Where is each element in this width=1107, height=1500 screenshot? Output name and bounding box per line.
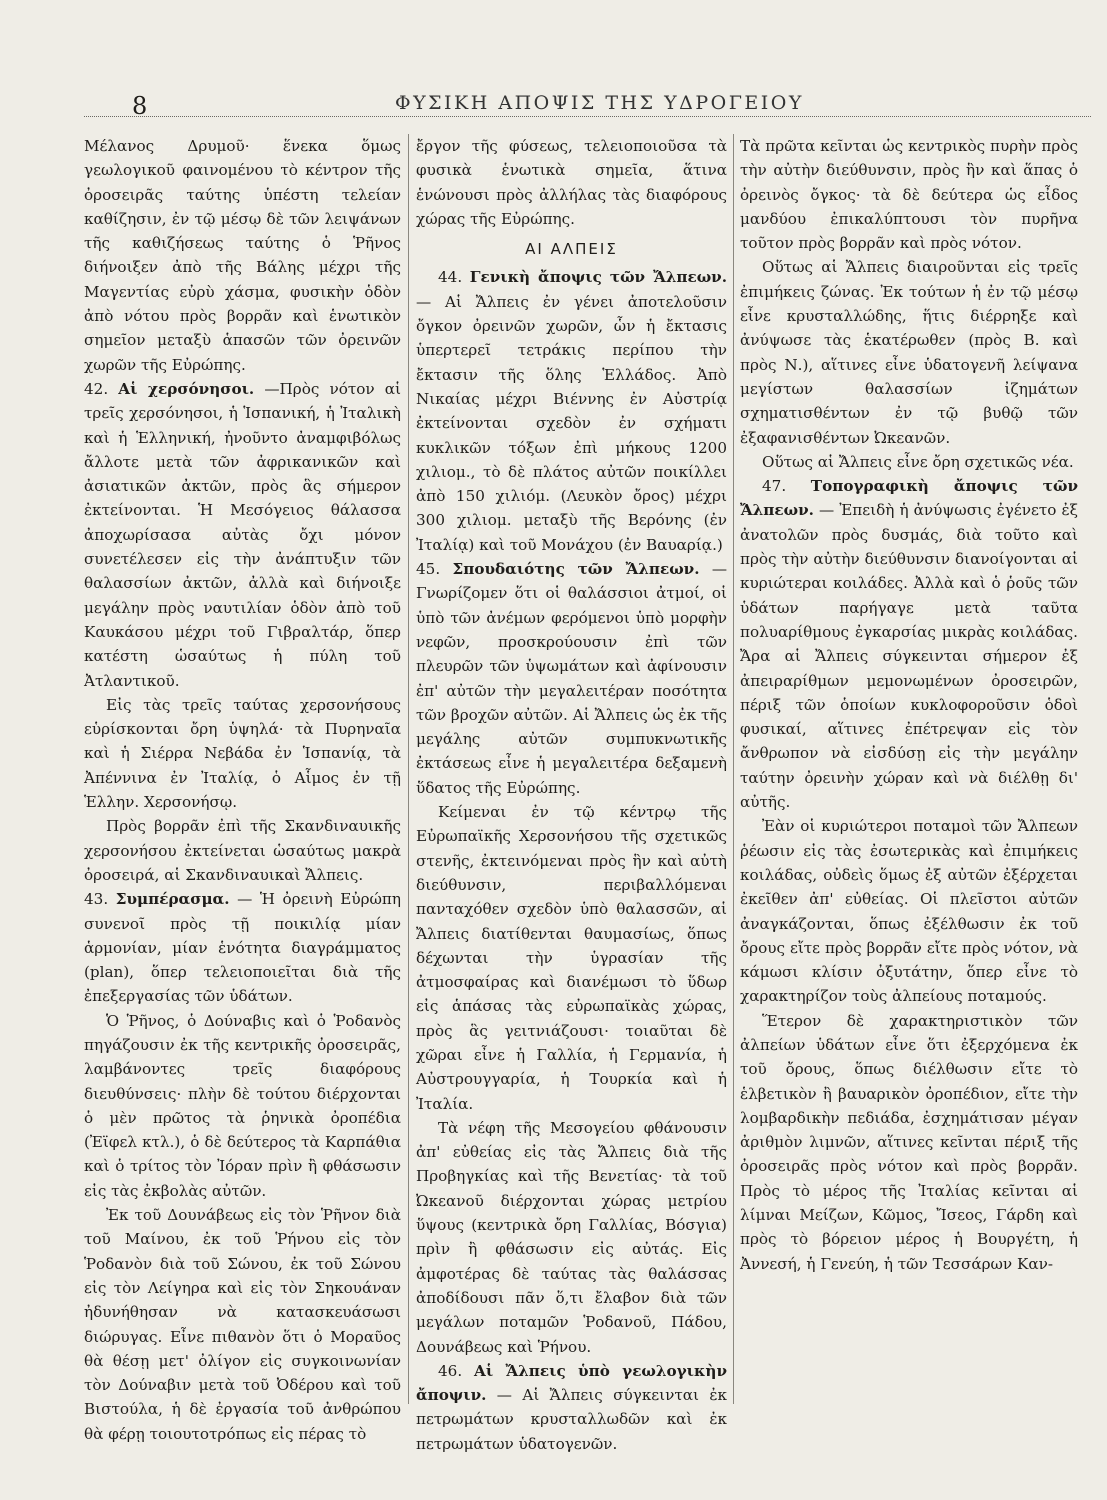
section-47 [740,474,1078,814]
section-text: — Αἱ Ἄλπεις σύγκεινται ἐκ πετρωμάτων κρυσταλλωδῶν καὶ ἐκ πετρωμάτων ὑδατογενῶν. [416,1386,728,1453]
paragraph: Ἐὰν οἱ κυριώτεροι ποταμοὶ τῶν Ἄλπεων ῥέωσιν εἰς τὰς ἐσωτερικὰς καὶ ἐπιμήκεις κοιλάδας, οὐδεὶς ὅμως ἐξ αὐτῶν ἐξέρχεται ἐκεῖθεν ἀπ' εὐθείας. Οἱ πλεῖστοι αὐτῶν ἀναγκάζονται, ὅπως ἐξέλθωσιν ἐκ τοῦ ὄρους εἴτε πρὸς βορρᾶν εἴτε πρὸς νότον, νὰ κάμωσι κλίσιν ὀξυτάτην, ὅπερ εἶνε τὸ χαρακτηρίζον τοὺς ἀλπείους ποταμούς. [740,817,1078,1006]
chapter-heading: ΑΙ ΑΛΠΕΙΣ [525,240,618,259]
text-column-2 [416,134,728,1453]
paragraph: Ἕτερον δὲ χαρακτηριστικὸν τῶν ἀλπείων ὑδάτων εἶνε ὅτι ἐξερχόμενα ἐκ τοῦ ὄρους, ὅπως διέλθωσιν εἴτε τὸ ἑλβετικὸν ἢ βαυαρικὸν ὀροπέδιον, εἴτε τὴν λομβαρδικὴν πεδιάδα, ἐσχημάτισαν μέγαν ἀριθμὸν λιμνῶν, αἵτινες κεῖνται πέριξ τῆς ὀροσειρᾶς πρὸς νότον καὶ πρὸς βορρᾶν. Πρὸς τὸ μέρος τῆς Ἰταλίας κεῖνται αἱ λίμναι Μείζων, Κῶμος, Ἴσεος, Γάρδη καὶ πρὸς τὸ βόρειον μέρος ἡ Βουργέτη, ἡ Ἀννεσή, ἡ Γενεύη, ἡ τῶν Τεσσάρων Καν- [740,1011,1078,1273]
section-number: 44. [438,268,463,287]
section-number: 45. [416,560,441,579]
paragraph: ἔργον τῆς φύσεως, τελειοποιοῦσα τὰ φυσικὰ ἑνωτικὰ σημεῖα, ἅτινα ἑνώνουσι πρὸς ἀλλήλας τὰς διαφόρους χώρας τῆς Εὐρώπης. [416,137,727,228]
section-text: — Ἐπειδὴ ἡ ἀνύψωσις ἐγένετο ἐξ ἀνατολῶν πρὸς δυσμάς, διὰ τοῦτο καὶ πρὸς τὴν αὐτὴν διεύθυνσιν διανοίγονται αἱ κυριώτεραι κοιλάδες. Ἀλλὰ καὶ ὁ ῥοῦς τῶν ὑδάτων παρήγαγε μετὰ ταῦτα πολυαρίθμους ἐγκαρσίας μικρὰς κοιλάδας. Ἄρα αἱ Ἄλπεις σύγκεινται σήμερον ἐξ ἀπειραρίθμων μεμονωμένων ὀροσειρῶν, πέριξ τῶν ὁποίων κυκλοφοροῦσιν ὁδοὶ φυσικαί, αἵτινες ἐπέτρεψαν εἰς τὸν ἄνθρωπον νὰ εἰσδύσῃ εἰς τὴν μεγάλην ταύτην ὀρεινὴν χώραν καὶ νὰ διέλθῃ δι' αὐτῆς. [740,501,1079,812]
paragraph: Κείμεναι ἐν τῷ κέντρῳ τῆς Εὐρωπαϊκῆς Χερσονήσου τῆς σχετικῶς στενῆς, ἐκτεινόμεναι πρὸς ἣν καὶ αὐτὴ διεύθυνσιν, περιβαλλόμεναι πανταχόθεν σχεδὸν ὑπὸ θαλασσῶν, αἱ Ἄλπεις διατίθενται θαυμασίως, ὅπως δέχωνται τὴν ὑγρασίαν τῆς ἀτμοσφαίρας καὶ διανέμωσι τὸ ὕδωρ εἰς ἁπάσας τὰς εὐρωπαϊκὰς χώρας, πρὸς ἃς γειτνιάζουσι· τοιαῦται δὲ χῶραι εἶνε ἡ Γαλλία, ἡ Γερμανία, ἡ Αὐστρουγγαρία, ἡ Τουρκία καὶ ἡ Ἰταλία. [416,803,727,1113]
paragraph: Ἐκ τοῦ Δουνάβεως εἰς τὸν Ῥῆνον διὰ τοῦ Μαίνου, ἐκ τοῦ Ῥήνου εἰς τὸν Ῥοδανὸν διὰ τοῦ Σώνου, ἐκ τοῦ Σώνου εἰς τὸν Λείγηρα καὶ εἰς τὸν Σηκουάναν ἠδυνήθησαν νὰ κατασκευάσωσι διώρυγας. Εἶνε πιθανὸν ὅτι ὁ Μοραῦος θὰ θέσῃ μετ' ὀλίγον εἰς συγκοινωνίαν τὸν Δούναβιν μετὰ τοῦ Ὀδέρου καὶ τοῦ Βιστούλα, ἡ δὲ ἐργασία τοῦ ἀνθρώπου θὰ φέρῃ τοιουτοτρόπως εἰς πέρας τὸ [84,1206,401,1443]
column-divider [408,134,409,1404]
section-heading: Αἱ χερσόνησοι. [118,379,255,398]
section-heading: Αἱ Ἄλπεις ὑπὸ γεωλογικὴν ἄποψιν. [416,1361,727,1405]
section-heading: Σπουδαιότης τῶν Ἄλπεων. [452,560,700,579]
paragraph: Ὁ Ῥῆνος, ὁ Δούναβις καὶ ὁ Ῥοδανὸς πηγάζουσιν ἐκ τῆς κεντρικῆς ὀροσειρᾶς, λαμβάνοντες τρεῖς διαφόρους διευθύνσεις· πλὴν δὲ τούτου διέρχονται ὁ μὲν πρῶτος τὰ ῥηνικὰ ὀροπέδια (Ἐϊφελ κτλ.), ὁ δὲ δεύτερος τὰ Καρπάθια καὶ ὁ τρίτος τὸν Ἰόραν πρὶν ἢ φθάσωσιν εἰς τὰς ἐκβολὰς αὐτῶν. [84,1011,401,1200]
section-42 [84,377,401,693]
section-heading: Συμπέρασμα. [115,890,230,909]
text-column-1 [84,134,402,1443]
page-number: 8 [132,92,148,120]
section-number: 43. [84,890,109,909]
section-number: 42. [84,379,109,398]
section-text: — Γνωρίζομεν ὅτι οἱ θαλάσσιοι ἀτμοί, οἱ ὑπὸ τῶν ἀνέμων φερόμενοι ὑπὸ μορφὴν νεφῶν, προσκρούουσιν ἐπὶ τῶν πλευρῶν τῶν ὑψωμάτων καὶ ἀφίνουσιν ἐπ' αὐτῶν τὴν μεγαλειτέραν ποσότητα τῶν βροχῶν αὐτῶν. Αἱ Ἄλπεις ὡς ἐκ τῆς μεγάλης αὐτῶν συμπυκνωτικῆς ἐκτάσεως εἶνε ἡ μεγαλειτέρα δεξαμενὴ ὕδατος τῆς Εὐρώπης. [416,560,728,797]
section-heading: Τοπογραφικὴ ἄποψις τῶν Ἄλπεων. [740,477,1078,520]
paragraph: Εἰς τὰς τρεῖς ταύτας χερσονήσους εὑρίσκονται ὄρη ὑψηλά· τὰ Πυρηναῖα καὶ ἡ Σιέρρα Νεβάδα ἐν Ἱσπανίᾳ, τὰ Ἀπέννινα ἐν Ἰταλίᾳ, ὁ Αἷμος ἐν τῇ Ἑλλην. Χερσονήσῳ. [84,695,401,812]
section-44 [416,265,727,557]
section-text: —Πρὸς νότον αἱ τρεῖς χερσόνησοι, ἡ Ἱσπανική, ἡ Ἰταλικὴ καὶ ἡ Ἑλληνική, ἠνοῦντο ἀναμφιβόλως ἄλλοτε μετὰ τῶν ἀφρικανικῶν καὶ ἀσιατικῶν ἀκτῶν, πρὸς ἃς σήμερον ἐκτείνονται. Ἡ Μεσόγειος θάλασσα ἀποχωρίσασα αὐτὰς ὄχι μόνον συνετέλεσεν εἰς τὴν ἀνάπτυξιν τῶν θαλασσίων ἀκτῶν, ἀλλὰ καὶ διήνοιξε μεγάλην πρὸς ναυτιλίαν ὁδὸν ἀπὸ τοῦ Καυκάσου μέχρι τοῦ Γιβραλτάρ, ὅπερ κατέστη ὡσαύτως ἡ πύλη τοῦ Ἀτλαντικοῦ. [84,379,402,690]
paragraph: Μέλανος Δρυμοῦ· ἕνεκα ὅμως γεωλογικοῦ φαινομένου τὸ κέντρον τῆς ὀροσειρᾶς ταύτης ὑπέστη τελείαν καθίζησιν, ἐν τῷ μέσῳ δὲ τῶν λειψάνων τῆς καθιζήσεως ταύτης ὁ Ῥῆνος διήνοιξεν ἀπὸ τῆς Βάλης μέχρι τῆς Μαγεντίας εὐρὺ χάσμα, φυσικὴν ὁδὸν ἀπὸ νότου πρὸς βορρᾶν καὶ ἑνωτικὸν σημεῖον μεταξὺ ἁπασῶν τῶν ὀρεινῶν χωρῶν τῆς Εὐρώπης. [84,137,401,374]
section-45 [416,557,727,800]
paragraph: Τὰ πρῶτα κεῖνται ὡς κεντρικὸς πυρὴν πρὸς τὴν αὐτὴν διεύθυνσιν, πρὸς ἣν καὶ ἅπας ὁ ὀρεινὸς ὄγκος· τὰ δὲ δεύτερα ὡς εἶδος μανδύου ἐπικαλύπτουσι τὸν πυρῆνα τοῦτον πρὸς βορρᾶν καὶ πρὸς νότον. [740,137,1078,253]
section-46 [416,1359,727,1456]
section-43 [84,887,401,1008]
section-number: 47. [762,477,787,496]
section-heading: Γενικὴ ἄποψις τῶν Ἄλπεων. [469,268,727,287]
text-column-3 [740,134,1078,1404]
header-rule [84,116,1091,117]
section-text: — Αἱ Ἄλπεις ἐν γένει ἀποτελοῦσιν ὄγκον ὀρεινῶν χωρῶν, ὧν ἡ ἔκτασις ὑπερτερεῖ τετράκις περίπου τὴν ἔκτασιν τῆς ὅλης Ἑλλάδος. Ἀπὸ Νικαίας μέχρι Βιέννης ἐν Αὐστρίᾳ ἐκτείνονται σχεδὸν ἐν σχήματι κυκλικῶν τόξων ἐπὶ μήκους 1200 χιλιομ., τὸ δὲ πλάτος αὐτῶν ποικίλλει ἀπὸ 150 χιλιόμ. (Λευκὸν ὄρος) μέχρι 300 χιλιομ. μεταξὺ τῆς Βερόνης (ἐν Ἰταλίᾳ) καὶ τοῦ Μονάχου (ἐν Βαυαρίᾳ.) [416,292,727,554]
paragraph: Πρὸς βορρᾶν ἐπὶ τῆς Σκανδιναυικῆς χερσονήσου ἐκτείνεται ὡσαύτως μακρὰ ὀροσειρά, αἱ Σκανδιναυικαὶ Ἄλπεις. [84,817,401,884]
section-number: 46. [438,1361,463,1380]
paragraph: Οὕτως αἱ Ἄλπεις διαιροῦνται εἰς τρεῖς ἐπιμήκεις ζώνας. Ἐκ τούτων ἡ ἐν τῷ μέσῳ εἶνε κρυσταλλώδης, ἥτις διέρρηξε καὶ ἀνύψωσε τὰς ἑκατέρωθεν (πρὸς Β. καὶ πρὸς Ν.), αἵτινες εἶνε ὑδατογενῆ λείψανα μεγίστων θαλασσίων ἰζημάτων σχηματισθέντων ἐν τῷ βυθῷ τῶν ἐξαφανισθέντων Ὠκεανῶν. [740,258,1078,447]
column-divider [733,134,734,1404]
running-title: ΦΥΣΙΚΗ ΑΠΟΨΙΣ ΤΗΣ ΥΔΡΟΓΕΙΟΥ [395,92,804,114]
section-text: — Ἡ ὀρεινὴ Εὐρώπη συνενοῖ πρὸς τῇ ποικιλίᾳ μίαν ἁρμονίαν, μίαν ἑνότητα διαγράμματος (plan), ὅπερ τελειοποιεῖται διὰ τῆς ἐπεξεργασίας τῶν ὑδάτων. [84,890,401,1006]
paragraph: Τὰ νέφη τῆς Μεσογείου φθάνουσιν ἀπ' εὐθείας εἰς τὰς Ἄλπεις διὰ τῆς Προβηγκίας καὶ τῆς Βενετίας· τὰ τοῦ Ὠκεανοῦ διέρχονται χώρας μετρίου ὕψους (κεντρικὰ ὄρη Γαλλίας, Βόσγια) πρὶν ἢ φθάσωσιν εἰς αὐτάς. Εἰς ἀμφοτέρας δὲ ταύτας τὰς θαλάσσας ἀποδίδουσι πᾶν ὅ,τι ἔλαβον διὰ τῶν μεγάλων ποταμῶν Ῥοδανοῦ, Πάδου, Δουνάβεως καὶ Ῥήνου. [416,1118,727,1356]
paragraph: Οὕτως αἱ Ἄλπεις εἶνε ὄρη σχετικῶς νέα. [762,452,1074,471]
